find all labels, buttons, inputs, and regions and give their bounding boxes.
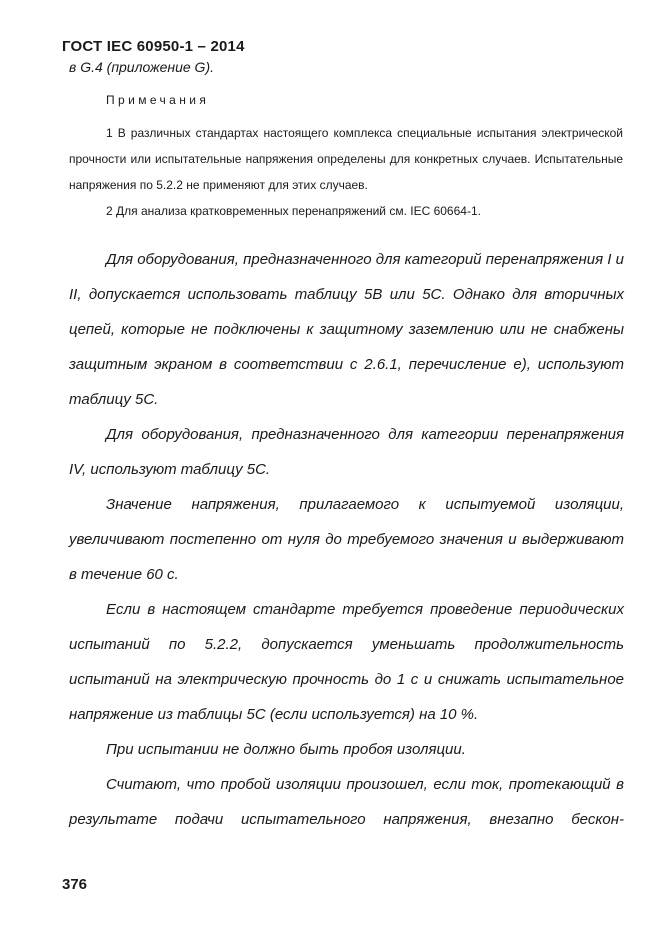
continuation-text: в G.4 (приложение G). [69,59,214,75]
paragraph: Для оборудования, предназначенного для категории перенапряжения IV, используют таблицу 5C. [69,426,624,478]
paragraph: При испытании не должно быть пробоя изоляции. [106,741,466,758]
paragraph: Считают, что пробой изоляции произошел, если ток, протекающий в результате подачи испытательного напряжения, внезапно бескон- [69,776,624,828]
paragraph: Для оборудования, предназначенного для категорий перенапряжения I и II, допускается использовать таблицу 5B или 5C. Однако для вторичных цепей, которые не подключены к защитному заземлению или не снабжены защитным экраном в соответствии с 2.6.1, перечисление е), используют таблицу 5C. [69,251,624,408]
page-number: 376 [62,876,88,893]
notes-title: Примечания [106,93,210,107]
body-text [69,242,624,837]
paragraph: Значение напряжения, прилагаемого к испытуемой изоляции, увеличивают постепенно от нуля до требуемого значения и выдерживают в течение 60 с. [69,496,624,583]
note-item: 1 В различных стандартах настоящего комплекса специальные испытания электрической прочности или испытательные напряжения определены для конкретных случаев. Испытательные напряжения по 5.2.2 не применяют для этих случаев. [69,126,623,192]
document-header: ГОСТ IEC 60950-1 – 2014 [62,38,245,55]
notes-block [69,120,623,224]
paragraph: Если в настоящем стандарте требуется проведение периодических испытаний по 5.2.2, допускается уменьшать продолжительность испытаний на электрическую прочность до 1 с и снижать испытательное напряжение из таблицы 5C (если используется) на 10 %. [69,601,624,723]
note-item: 2 Для анализа кратковременных перенапряжений см. IEC 60664-1. [106,204,481,218]
